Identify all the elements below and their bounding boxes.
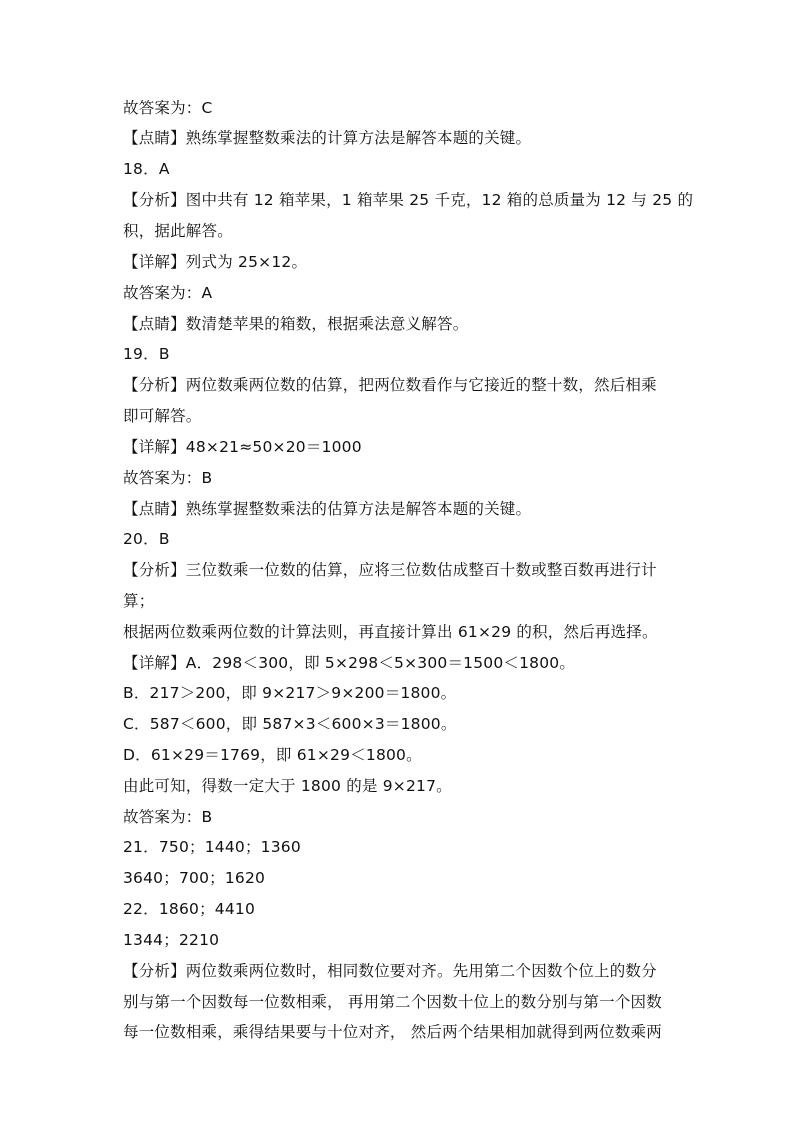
detail-line: 由此可知，得数一定大于 1800 的是 9×217。 — [123, 777, 452, 795]
answer-line: 故答案为：A — [123, 284, 213, 302]
detail-line: 【详解】列式为 25×12。 — [123, 253, 308, 271]
answer-line: 故答案为：C — [123, 99, 213, 117]
analysis-line: 【分析】三位数乘一位数的估算，应将三位数估成整百十数或整百数再进行计 — [123, 561, 657, 579]
analysis-line: 别与第一个因数每一位数相乘， 再用第二个因数十位上的数分别与第一个因数 — [123, 993, 662, 1011]
analysis-line: 积，据此解答。 — [123, 222, 233, 240]
detail-line: 【详解】48×21≈50×20＝1000 — [123, 438, 362, 456]
detail-line: D．61×29＝1769，即 61×29＜1800。 — [123, 746, 422, 764]
answer-line: 故答案为：B — [123, 469, 213, 487]
analysis-line: 算； — [123, 592, 155, 610]
answer-values-line: 22．1860；4410 — [123, 900, 256, 918]
answer-line: 故答案为：B — [123, 808, 213, 826]
analysis-line: 【分析】两位数乘两位数的估算，把两位数看作与它接近的整十数，然后相乘 — [123, 376, 657, 394]
comment-line: 【点睛】数清楚苹果的箱数，根据乘法意义解答。 — [123, 315, 469, 333]
analysis-line: 根据两位数乘两位数的计算法则，再直接计算出 61×29 的积，然后再选择。 — [123, 623, 658, 641]
question-number: 18．A — [123, 160, 170, 178]
detail-line: C．587＜600，即 587×3＜600×3＝1800。 — [123, 715, 457, 733]
analysis-line: 每一位数相乘，乘得结果要与十位对齐， 然后两个结果相加就得到两位数乘两 — [123, 1023, 662, 1041]
question-number: 19．B — [123, 345, 170, 363]
question-number: 20．B — [123, 530, 170, 548]
comment-line: 【点睛】熟练掌握整数乘法的计算方法是解答本题的关键。 — [123, 129, 532, 147]
answer-values-line: 1344；2210 — [123, 931, 220, 949]
detail-line: B．217＞200，即 9×217＞9×200＝1800。 — [123, 684, 457, 702]
comment-line: 【点睛】熟练掌握整数乘法的估算方法是解答本题的关键。 — [123, 500, 532, 518]
answer-values-line: 21．750；1440；1360 — [123, 838, 301, 856]
answer-values-line: 3640；700；1620 — [123, 869, 266, 887]
analysis-line: 【分析】图中共有 12 箱苹果，1 箱苹果 25 千克，12 箱的总质量为 12 与 25 的 — [123, 191, 694, 209]
detail-line: 【详解】A．298＜300，即 5×298＜5×300＝1500＜1800。 — [123, 654, 576, 672]
analysis-line: 【分析】两位数乘两位数时，相同数位要对齐。先用第二个因数个位上的数分 — [123, 962, 657, 980]
analysis-line: 即可解答。 — [123, 407, 202, 425]
